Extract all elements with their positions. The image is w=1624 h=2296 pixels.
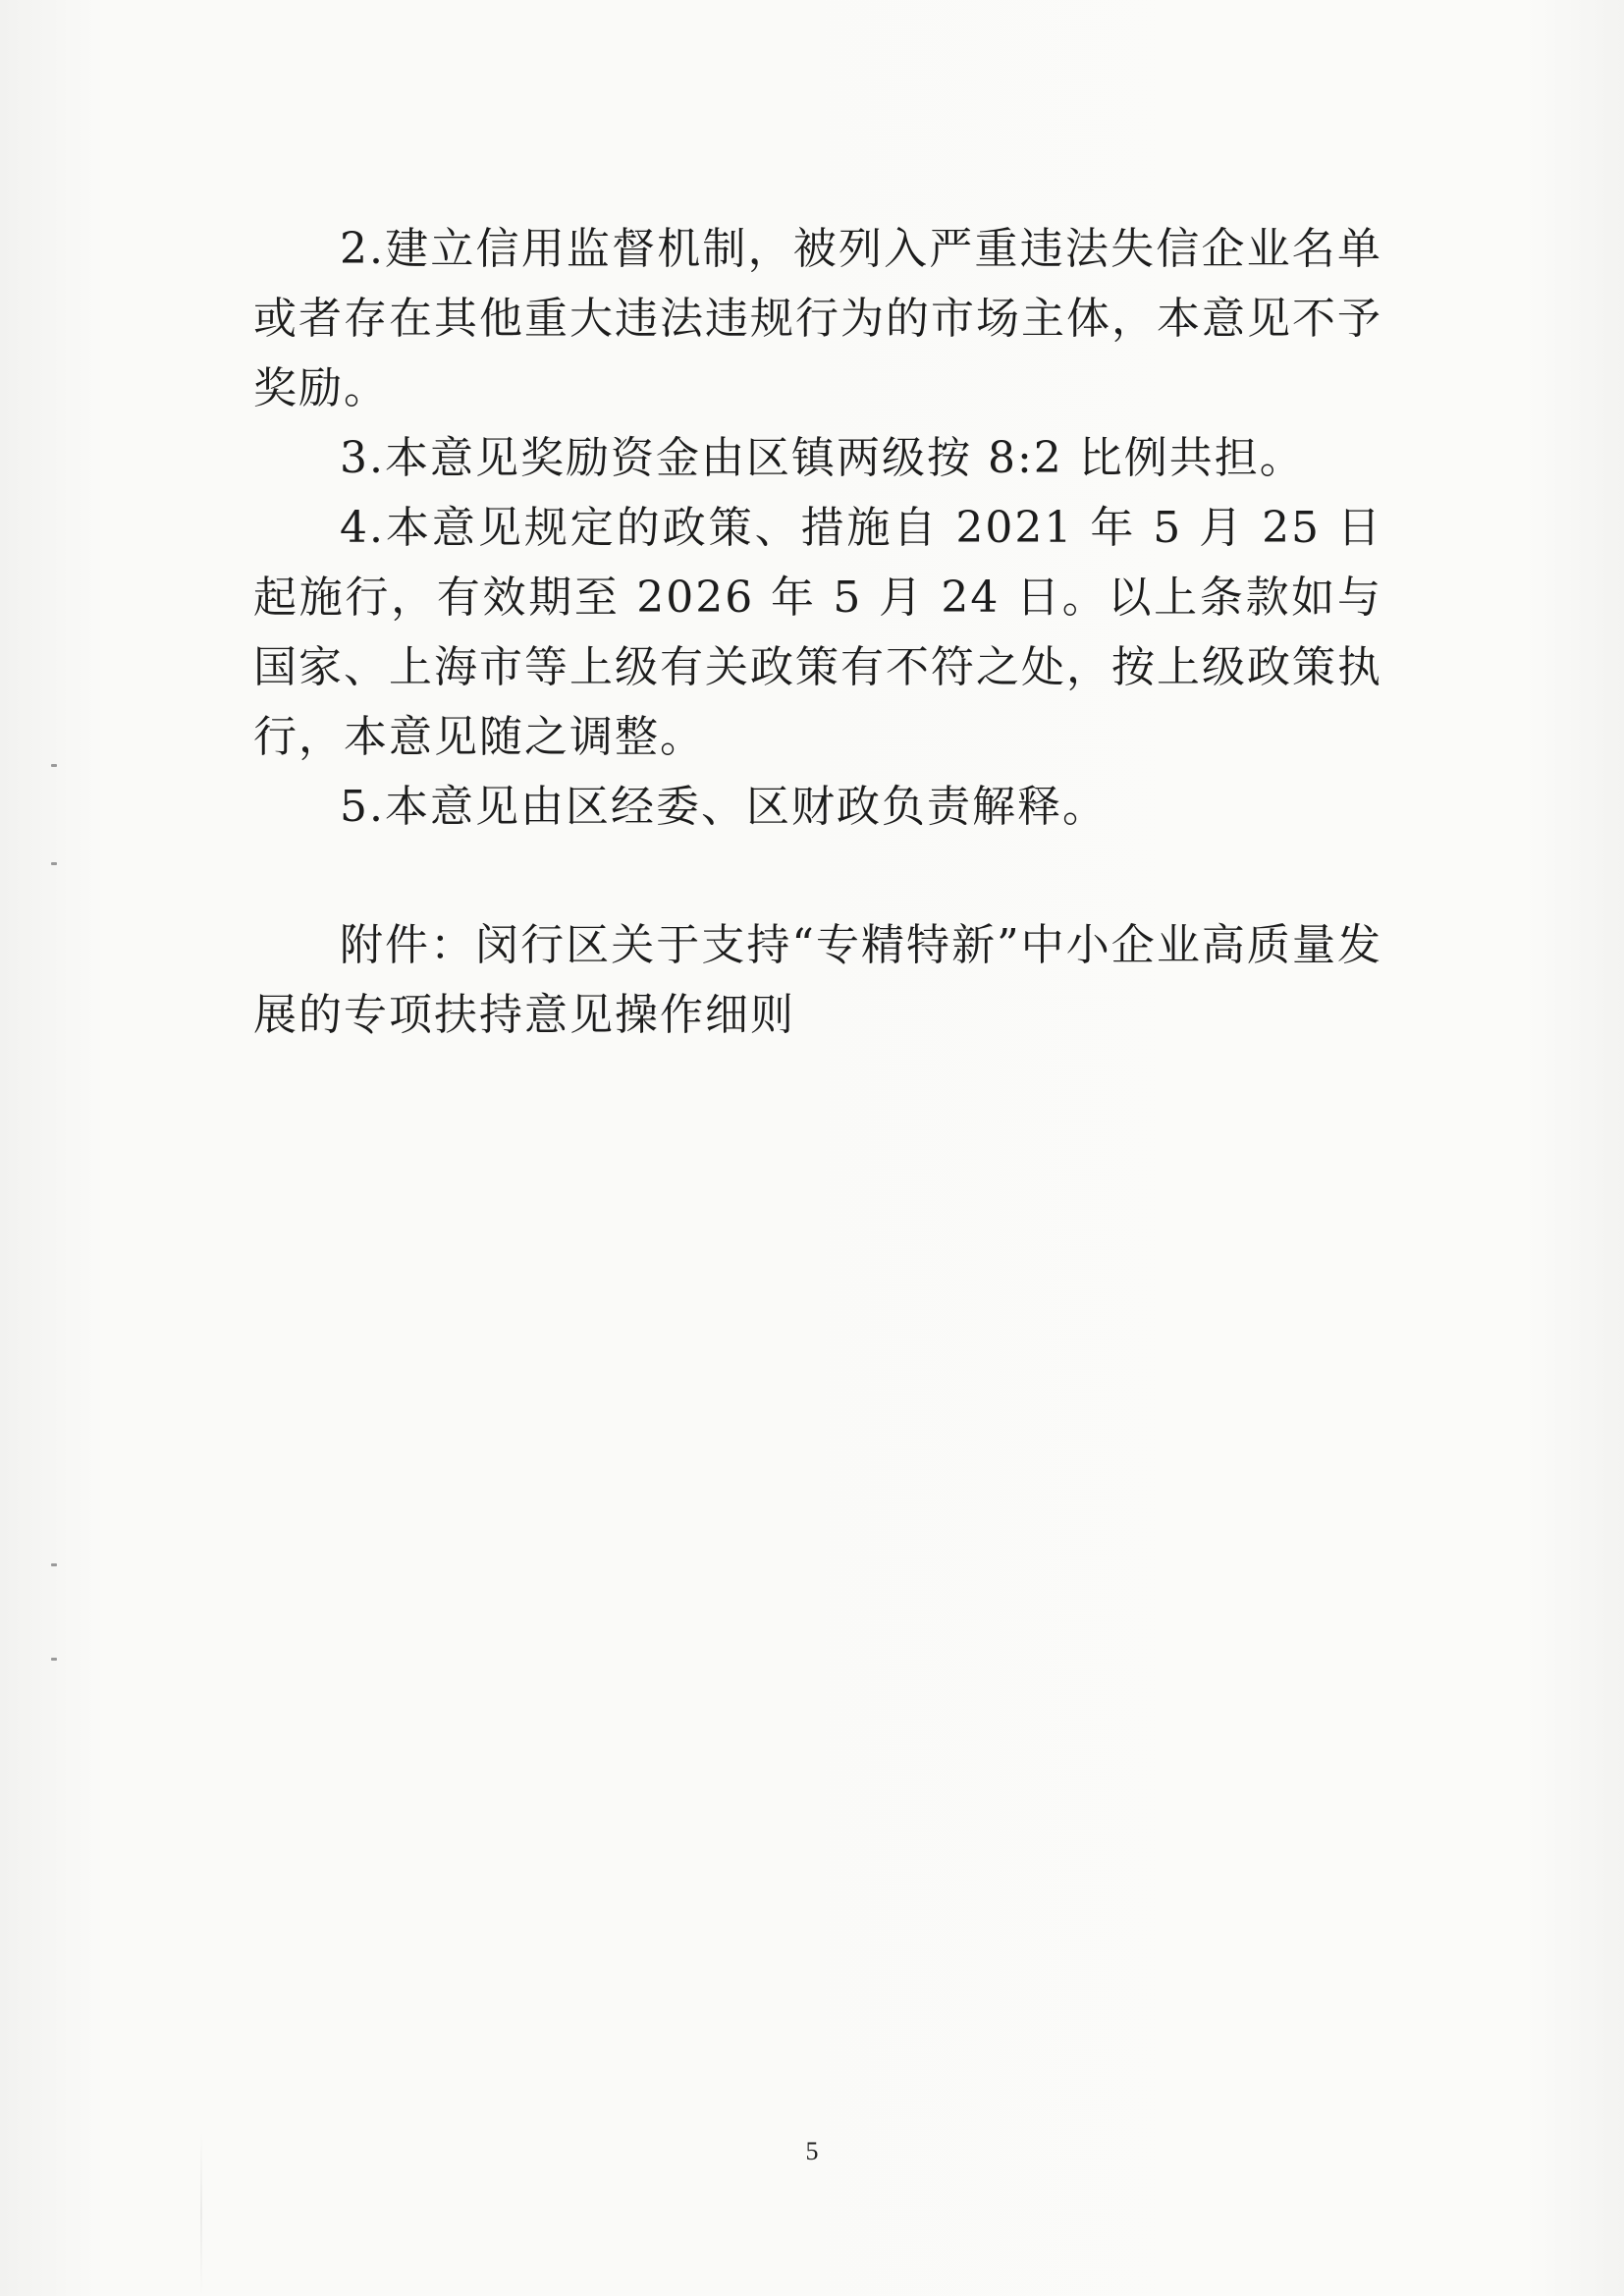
scan-mark [51, 1658, 57, 1661]
scan-mark [51, 1563, 57, 1566]
page-number: 5 [805, 2137, 819, 2165]
clause-interpretation: 5.本意见由区经委、区财政负责解释。 [340, 782, 1108, 832]
document-body [253, 214, 1382, 1050]
scan-mark [51, 764, 57, 767]
attachment-note: 附件：闵行区关于支持“专精特新”中小企业高质量发展的专项扶持意见操作细则 [253, 920, 1382, 1040]
clause-funding-share: 3.本意见奖励资金由区镇两级按 8:2 比例共担。 [340, 433, 1305, 483]
clause-effective-period: 4.本意见规定的政策、措施自 2021 年 5 月 25 日起施行，有效期至 2026 年 5 月 24 日。以上条款如与国家、上海市等上级有关政策有不符之处，按上级政策执行，本意见随之调整。 [253, 503, 1382, 762]
spacer [253, 842, 1382, 910]
scan-mark [51, 862, 57, 865]
clause-credit-supervision: 2.建立信用监督机制，被列入严重违法失信企业名单或者存在其他重大违法违规行为的市场主体，本意见不予奖励。 [253, 224, 1382, 413]
